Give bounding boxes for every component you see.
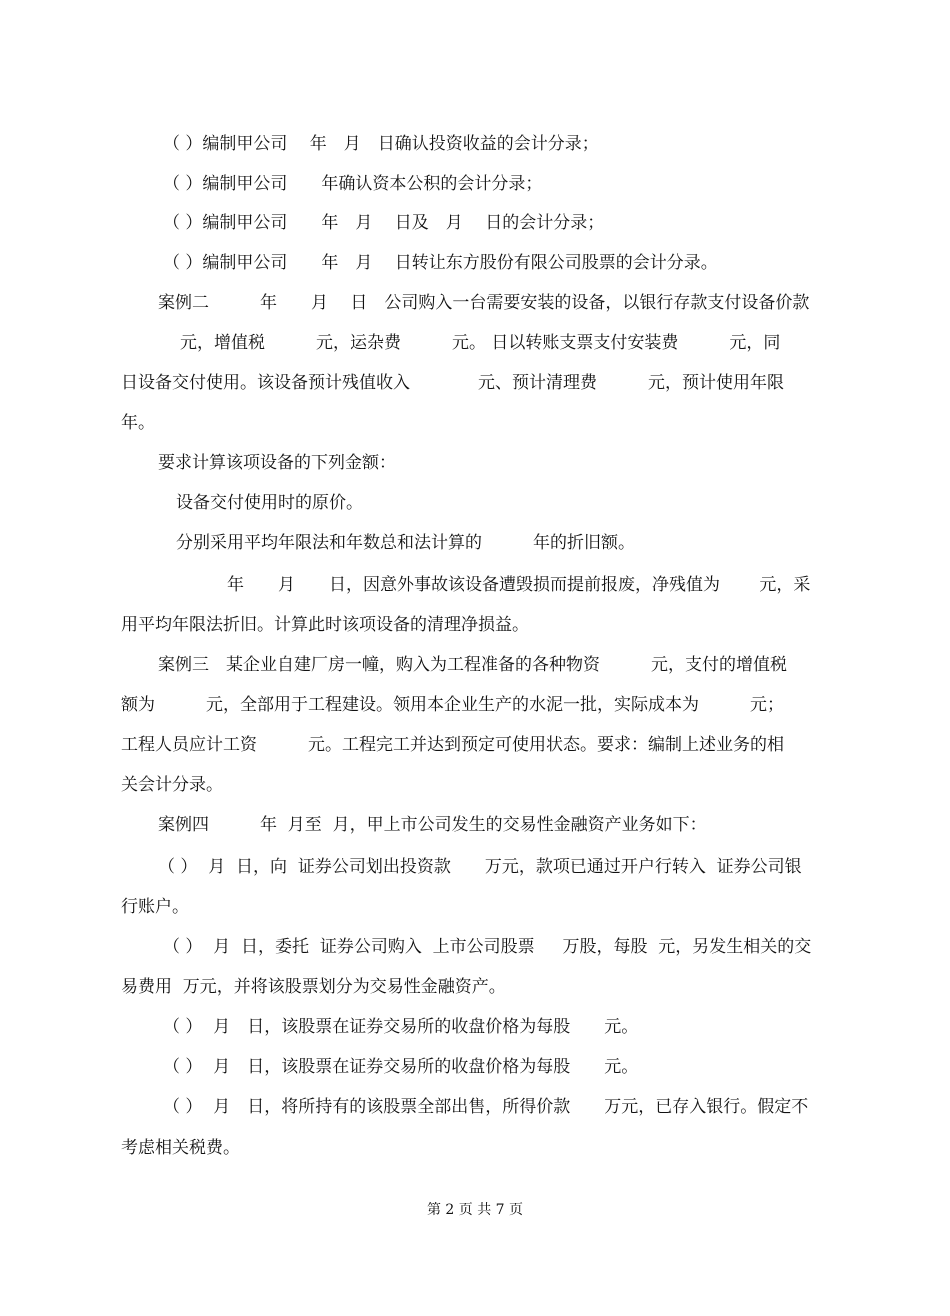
text-line: （ ） 月 日，委托 证券公司购入 上市公司股票 万股，每股 元，另发生相关的交	[163, 937, 812, 957]
text-line: 设备交付使用时的原价。	[176, 493, 363, 513]
text-line: 案例四 年 月至 月，甲上市公司发生的交易性金融资产业务如下：	[158, 815, 707, 835]
text-line: 要求计算该项设备的下列金额：	[158, 453, 396, 473]
text-line: 工程人员应计工资 元。工程完工并达到预定可使用状态。要求：编制上述业务的相	[121, 735, 784, 755]
text-line: 行账户。	[121, 897, 189, 917]
text-line: 元，增值税 元，运杂费 元。 日以转账支票支付安装费 元，同	[180, 333, 781, 353]
text-line: （ ） 月 日，该股票在证券交易所的收盘价格为每股 元。	[163, 1057, 639, 1077]
text-line: 关会计分录。	[121, 775, 223, 795]
text-line: 案例二 年 月 日 公司购入一台需要安装的设备，以银行存款支付设备价款	[158, 293, 810, 313]
text-line: 案例三 某企业自建厂房一幢，购入为工程准备的各种物资 元，支付的增值税	[158, 655, 787, 675]
text-line: 易费用 万元，并将该股票划分为交易性金融资产。	[121, 977, 506, 997]
text-line: （ ） 月 日，该股票在证券交易所的收盘价格为每股 元。	[163, 1017, 639, 1037]
text-line: （ ） 月 日，向 证券公司划出投资款 万元，款项已通过开户行转入 证券公司银	[158, 857, 802, 877]
text-line: （ ）编制甲公司 年 月 日确认投资收益的会计分录；	[163, 134, 599, 154]
text-line: 用平均年限法折旧。计算此时该项设备的清理净损益。	[121, 615, 529, 635]
text-line: 日设备交付使用。该设备预计残值收入 元、预计清理费 元，预计使用年限	[121, 373, 784, 393]
text-line: 年。	[121, 413, 155, 433]
text-line: 分别采用平均年限法和年数总和法计算的 年的折旧额。	[176, 533, 635, 553]
text-line: （ ）编制甲公司 年 月 日及 月 日的会计分录；	[163, 213, 605, 233]
page-footer: 第 2 页 共 7 页	[426, 1202, 524, 1218]
text-line: （ ）编制甲公司 年确认资本公积的会计分录；	[163, 174, 543, 194]
text-line: （ ）编制甲公司 年 月 日转让东方股份有限公司股票的会计分录。	[163, 253, 718, 273]
text-line: 额为 元，全部用于工程建设。领用本企业生产的水泥一批，实际成本为 元；	[121, 695, 784, 715]
text-line: 年 月 日，因意外事故该设备遭毁损而提前报废，净残值为 元，采	[227, 575, 811, 595]
text-line: 考虑相关税费。	[121, 1138, 240, 1158]
text-line: （ ） 月 日，将所持有的该股票全部出售，所得价款 万元，已存入银行。假定不	[163, 1097, 809, 1117]
